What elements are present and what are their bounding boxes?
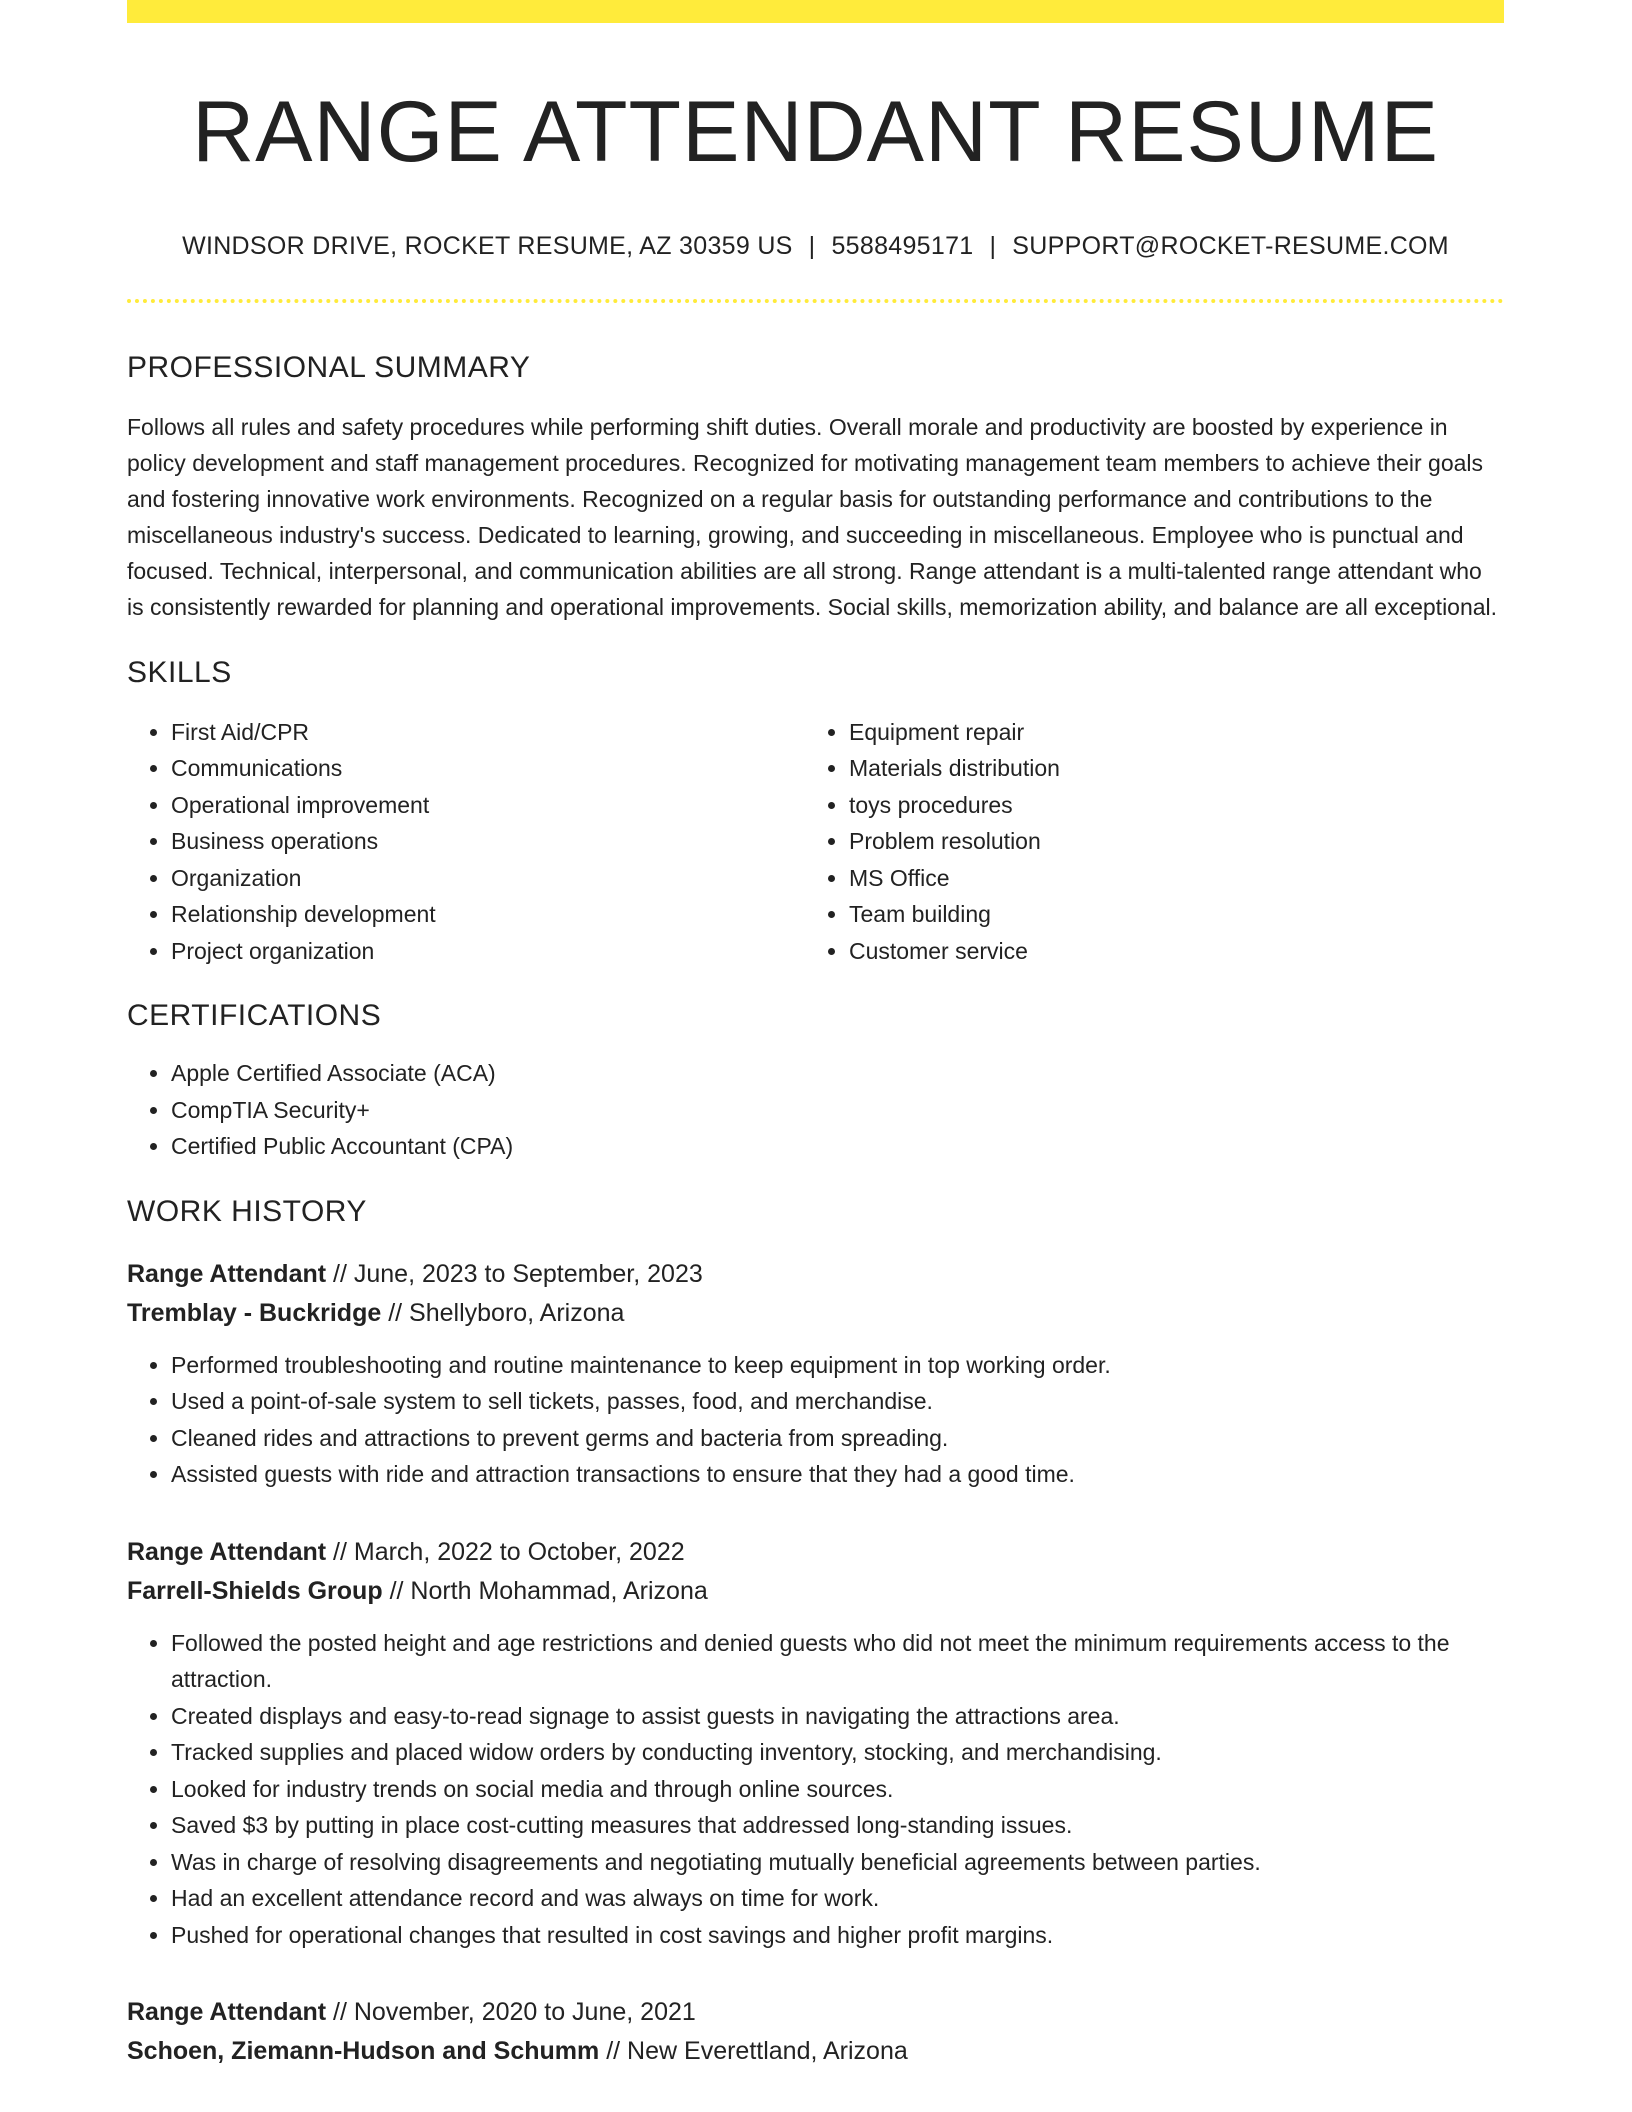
job-title-line — [127, 1255, 1504, 1294]
job-company-line — [127, 2032, 1504, 2071]
contact-separator: | — [989, 231, 997, 260]
contact-phone: 5588495171 — [831, 231, 974, 260]
skill-item: • Team building — [849, 896, 1483, 933]
job-bullets — [127, 1347, 1504, 1493]
job-dates: // June, 2023 to September, 2023 — [333, 1259, 703, 1288]
job-bullet: • Was in charge of resolving disagreements and negotiating mutually beneficial agreements between parties. — [171, 1844, 1504, 1881]
summary-text: Follows all rules and safety procedures while performing shift duties. Overall morale and productivity are boosted by experience in policy development and staff management procedures. Recognized for motivating management team members to achieve their goals and fostering innovative work environments. Recognized on a regular basis for outstanding performance and contributions to the miscellaneous industry's success. Dedicated to learning, growing, and succeeding in miscellaneous. Employee who is punctual and focused. Technical, interpersonal, and communication abilities are all strong. Range attendant is a multi-talented range attendant who is consistently rewarded for planning and operational improvements. Social skills, memorization ability, and balance are all exceptional. — [127, 413, 1498, 620]
contact-address: WINDSOR DRIVE, ROCKET RESUME, AZ 30359 US — [182, 231, 793, 260]
skill-item: • Customer service — [849, 933, 1483, 970]
job-bullet: • Cleaned rides and attractions to prevent germs and bacteria from spreading. — [171, 1420, 1504, 1457]
job-company-line — [127, 1294, 1504, 1333]
job-title: Range Attendant — [127, 1259, 327, 1288]
summary-heading: PROFESSIONAL SUMMARY — [127, 350, 531, 384]
job-bullets — [127, 1625, 1504, 1954]
skill-item: • Project organization — [171, 933, 805, 970]
skills-columns — [127, 714, 1504, 970]
job-title: Range Attendant — [127, 1998, 327, 2027]
job-bullet: • Used a point-of-sale system to sell tickets, passes, food, and merchandise. — [171, 1383, 1504, 1420]
job-company: Tremblay - Buckridge — [127, 1298, 382, 1327]
job-company: Schoen, Ziemann-Hudson and Schumm — [127, 2037, 600, 2066]
skill-item: • toys procedures — [849, 787, 1483, 824]
job-title-line — [127, 1533, 1504, 1572]
skill-item: • Equipment repair — [849, 714, 1483, 751]
skill-item: • First Aid/CPR — [171, 714, 805, 751]
certifications-heading: CERTIFICATIONS — [127, 999, 382, 1033]
job-title-line — [127, 1993, 1504, 2032]
job-company: Farrell-Shields Group — [127, 1576, 383, 1605]
resume-title: RANGE ATTENDANT RESUME — [192, 84, 1439, 180]
job-title: Range Attendant — [127, 1537, 327, 1566]
job-bullet: • Followed the posted height and age restrictions and denied guests who did not meet the minimum requirements access to the attraction. — [171, 1625, 1504, 1698]
job-dates: // March, 2022 to October, 2022 — [333, 1537, 685, 1566]
job-bullet: • Assisted guests with ride and attraction transactions to ensure that they had a good time. — [171, 1456, 1504, 1493]
certifications-list — [127, 1055, 1504, 1165]
skill-item: • Operational improvement — [171, 787, 805, 824]
certification-item: • CompTIA Security+ — [171, 1092, 1504, 1129]
job-bullet: • Pushed for operational changes that resulted in cost savings and higher profit margins. — [171, 1917, 1504, 1954]
skill-item: • Problem resolution — [849, 823, 1483, 860]
skill-item: • Organization — [171, 860, 805, 897]
skill-item: • Business operations — [171, 823, 805, 860]
job-location: // New Everettland, Arizona — [606, 2037, 908, 2066]
skill-item: • MS Office — [849, 860, 1483, 897]
job-company-line — [127, 1572, 1504, 1611]
skill-item: • Materials distribution — [849, 750, 1483, 787]
job-bullet: • Tracked supplies and placed widow orders by conducting inventory, stocking, and merchandising. — [171, 1734, 1504, 1771]
job-bullet: • Had an excellent attendance record and was always on time for work. — [171, 1880, 1504, 1917]
certification-item: • Certified Public Accountant (CPA) — [171, 1128, 1504, 1165]
skill-item: • Relationship development — [171, 896, 805, 933]
work-history-heading: WORK HISTORY — [127, 1194, 367, 1228]
job-location: // North Mohammad, Arizona — [389, 1576, 708, 1605]
job-bullet: • Saved $3 by putting in place cost-cutting measures that addressed long-standing issues. — [171, 1807, 1504, 1844]
skills-list-right — [805, 714, 1483, 970]
skills-list-left — [127, 714, 805, 970]
job-entry — [127, 1993, 1504, 2071]
job-bullet: • Created displays and easy-to-read signage to assist guests in navigating the attractions area. — [171, 1698, 1504, 1735]
contact-line — [127, 232, 1504, 261]
job-entry — [127, 1533, 1504, 1954]
job-bullet: • Looked for industry trends on social media and through online sources. — [171, 1771, 1504, 1808]
resume-page — [127, 0, 1504, 2071]
job-dates: // November, 2020 to June, 2021 — [333, 1998, 696, 2027]
contact-separator: | — [808, 231, 816, 260]
dotted-divider — [127, 299, 1504, 303]
top-accent-bar — [127, 0, 1504, 23]
job-entry — [127, 1255, 1504, 1493]
certification-item: • Apple Certified Associate (ACA) — [171, 1055, 1504, 1092]
skill-item: • Communications — [171, 750, 805, 787]
skills-heading: SKILLS — [127, 655, 232, 689]
job-bullet: • Performed troubleshooting and routine maintenance to keep equipment in top working order. — [171, 1347, 1504, 1384]
job-location: // Shellyboro, Arizona — [388, 1298, 625, 1327]
contact-email: SUPPORT@ROCKET-RESUME.COM — [1012, 231, 1449, 260]
